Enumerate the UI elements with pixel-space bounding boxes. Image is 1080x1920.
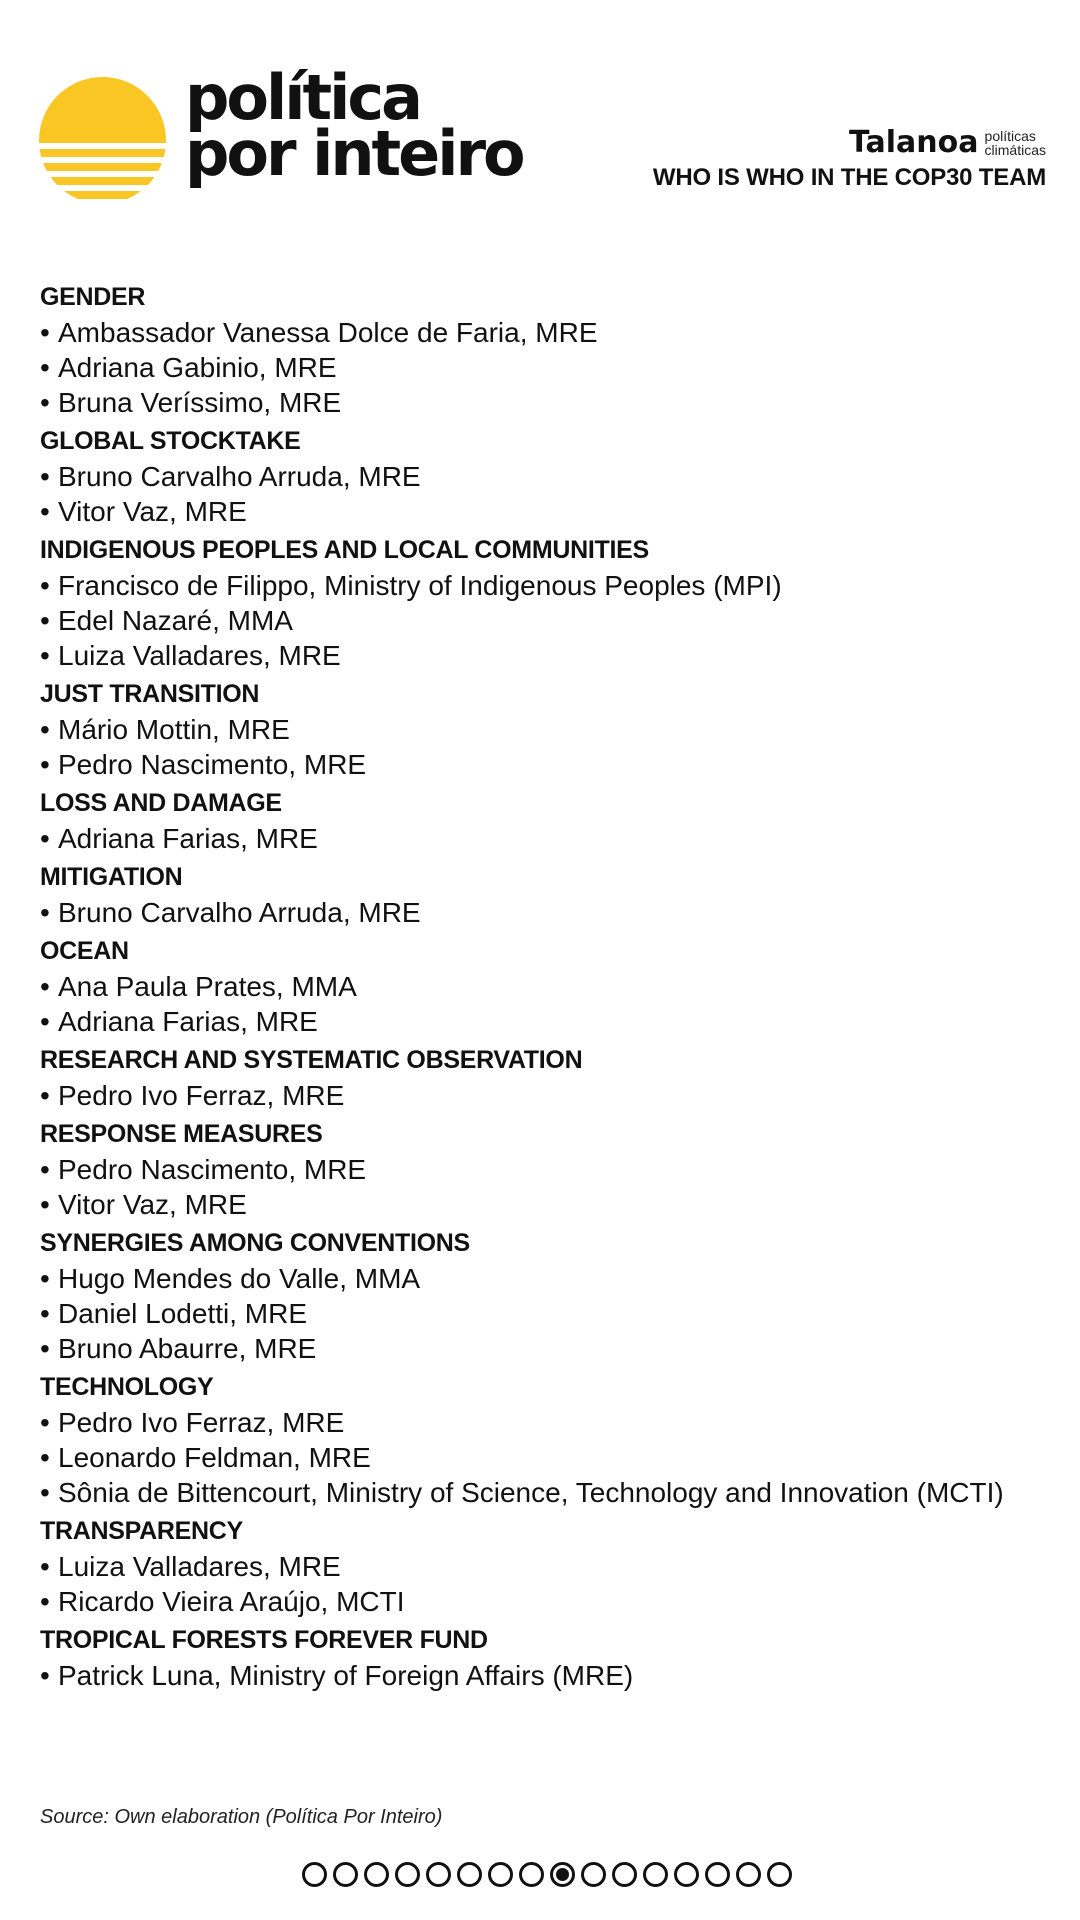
carousel-pager xyxy=(302,1862,792,1887)
section-title: RESEARCH AND SYSTEMATIC OBSERVATION xyxy=(40,1046,583,1074)
bullet-icon: • xyxy=(40,640,50,671)
pager-dot[interactable] xyxy=(302,1862,327,1887)
member-name: Bruno Abaurre, MRE xyxy=(58,1333,317,1364)
sun-logo-icon xyxy=(39,77,166,204)
member-name: Adriana Farias, MRE xyxy=(58,823,318,854)
pager-dot[interactable] xyxy=(364,1862,389,1887)
talanoa-subtitle xyxy=(985,129,1046,157)
member-item xyxy=(40,1549,1060,1584)
team-section xyxy=(40,279,1060,420)
member-name: Bruno Carvalho Arruda, MRE xyxy=(58,461,421,492)
source-note: Source: Own elaboration (Política Por Inteiro) xyxy=(40,1806,443,1828)
section-title: JUST TRANSITION xyxy=(40,680,260,708)
pager-dot[interactable] xyxy=(581,1862,606,1887)
section-title: TECHNOLOGY xyxy=(40,1373,214,1401)
pager-dot-active[interactable] xyxy=(550,1862,575,1887)
bullet-icon: • xyxy=(40,749,50,780)
bullet-icon: • xyxy=(40,1442,50,1473)
pager-dot-fill xyxy=(556,1868,569,1881)
section-title: TROPICAL FORESTS FOREVER FUND xyxy=(40,1626,488,1654)
member-name: Luiza Valladares, MRE xyxy=(58,640,341,671)
talanoa-sub-line1: políticas xyxy=(984,128,1036,144)
member-name: Pedro Ivo Ferraz, MRE xyxy=(58,1407,345,1438)
member-item xyxy=(40,1405,1060,1440)
bullet-icon: • xyxy=(40,1298,50,1329)
bullet-icon: • xyxy=(40,1586,50,1617)
member-item xyxy=(40,385,1060,420)
page-subtitle: WHO IS WHO IN THE COP30 TEAM xyxy=(652,164,1046,191)
member-name: Patrick Luna, Ministry of Foreign Affairs (MRE) xyxy=(58,1660,634,1691)
bullet-icon: • xyxy=(40,1551,50,1582)
member-item xyxy=(40,459,1060,494)
bullet-icon: • xyxy=(40,461,50,492)
pager-dot[interactable] xyxy=(488,1862,513,1887)
bullet-icon: • xyxy=(40,496,50,527)
pager-dot[interactable] xyxy=(643,1862,668,1887)
member-item xyxy=(40,1261,1060,1296)
bullet-icon: • xyxy=(40,605,50,636)
pager-dot[interactable] xyxy=(333,1862,358,1887)
member-item xyxy=(40,638,1060,673)
talanoa-sub-line2: climáticas xyxy=(984,142,1046,158)
member-name: Vitor Vaz, MRE xyxy=(58,496,247,527)
member-item xyxy=(40,1296,1060,1331)
member-name: Adriana Gabinio, MRE xyxy=(58,352,337,383)
brand-title-line1: política xyxy=(185,61,420,134)
member-item xyxy=(40,1584,1060,1619)
section-title: GLOBAL STOCKTAKE xyxy=(40,427,301,455)
member-name: Adriana Farias, MRE xyxy=(58,1006,318,1037)
member-name: Pedro Nascimento, MRE xyxy=(58,1154,367,1185)
member-item xyxy=(40,1004,1060,1039)
bullet-icon: • xyxy=(40,1189,50,1220)
member-name: Bruna Veríssimo, MRE xyxy=(58,387,342,418)
bullet-icon: • xyxy=(40,823,50,854)
team-section xyxy=(40,1042,1060,1113)
member-item xyxy=(40,895,1060,930)
pager-dot[interactable] xyxy=(767,1862,792,1887)
bullet-icon: • xyxy=(40,1006,50,1037)
bullet-icon: • xyxy=(40,1263,50,1294)
section-title: TRANSPARENCY xyxy=(40,1517,243,1545)
team-section xyxy=(40,859,1060,930)
bullet-icon: • xyxy=(40,387,50,418)
bullet-icon: • xyxy=(40,570,50,601)
section-title: MITIGATION xyxy=(40,863,183,891)
pager-dot[interactable] xyxy=(674,1862,699,1887)
team-section xyxy=(40,1622,1060,1693)
member-name: Ricardo Vieira Araújo, MCTI xyxy=(58,1586,405,1617)
pager-dot[interactable] xyxy=(612,1862,637,1887)
pager-dot[interactable] xyxy=(457,1862,482,1887)
member-name: Pedro Ivo Ferraz, MRE xyxy=(58,1080,345,1111)
pager-dot[interactable] xyxy=(705,1862,730,1887)
team-section xyxy=(40,676,1060,782)
member-item xyxy=(40,603,1060,638)
member-name: Edel Nazaré, MMA xyxy=(58,605,293,636)
section-title: SYNERGIES AMONG CONVENTIONS xyxy=(40,1229,470,1257)
pager-dot[interactable] xyxy=(395,1862,420,1887)
member-name: Pedro Nascimento, MRE xyxy=(58,749,367,780)
bullet-icon: • xyxy=(40,352,50,383)
member-item xyxy=(40,1475,1060,1510)
member-name: Bruno Carvalho Arruda, MRE xyxy=(58,897,421,928)
section-title: GENDER xyxy=(40,283,146,311)
member-name: Leonardo Feldman, MRE xyxy=(58,1442,371,1473)
member-item xyxy=(40,712,1060,747)
brand-title-line2: por inteiro xyxy=(185,117,523,190)
talanoa-logo xyxy=(653,125,1046,160)
section-title: OCEAN xyxy=(40,937,129,965)
member-item xyxy=(40,1152,1060,1187)
member-item xyxy=(40,1440,1060,1475)
team-section xyxy=(40,785,1060,856)
member-item xyxy=(40,821,1060,856)
talanoa-wordmark: Talanoa xyxy=(848,125,979,160)
pager-dot[interactable] xyxy=(519,1862,544,1887)
member-name: Ana Paula Prates, MMA xyxy=(58,971,357,1002)
member-item xyxy=(40,1331,1060,1366)
bullet-icon: • xyxy=(40,317,50,348)
team-section xyxy=(40,532,1060,673)
member-name: Sônia de Bittencourt, Ministry of Science, Technology and Innovation (MCTI) xyxy=(58,1477,1004,1508)
bullet-icon: • xyxy=(40,714,50,745)
bullet-icon: • xyxy=(40,1080,50,1111)
team-section xyxy=(40,933,1060,1039)
bullet-icon: • xyxy=(40,971,50,1002)
bullet-icon: • xyxy=(40,1477,50,1508)
member-item xyxy=(40,494,1060,529)
team-section xyxy=(40,1513,1060,1619)
member-name: Daniel Lodetti, MRE xyxy=(58,1298,308,1329)
member-item xyxy=(40,1078,1060,1113)
member-item xyxy=(40,315,1060,350)
bullet-icon: • xyxy=(40,1154,50,1185)
member-name: Ambassador Vanessa Dolce de Faria, MRE xyxy=(58,317,598,348)
member-item xyxy=(40,1658,1060,1693)
pager-dot[interactable] xyxy=(426,1862,451,1887)
member-name: Mário Mottin, MRE xyxy=(58,714,290,745)
member-name: Francisco de Filippo, Ministry of Indigenous Peoples (MPI) xyxy=(58,570,782,601)
member-item xyxy=(40,568,1060,603)
section-title: INDIGENOUS PEOPLES AND LOCAL COMMUNITIES xyxy=(40,536,649,564)
pager-dot[interactable] xyxy=(736,1862,761,1887)
team-section xyxy=(40,1116,1060,1222)
member-name: Luiza Valladares, MRE xyxy=(58,1551,341,1582)
team-section xyxy=(40,1369,1060,1510)
team-section xyxy=(40,423,1060,529)
member-item xyxy=(40,747,1060,782)
bullet-icon: • xyxy=(40,1660,50,1691)
partner-header xyxy=(652,125,1046,192)
header xyxy=(0,0,1080,230)
section-title: RESPONSE MEASURES xyxy=(40,1120,323,1148)
team-section xyxy=(40,1225,1060,1366)
bullet-icon: • xyxy=(40,897,50,928)
bullet-icon: • xyxy=(40,1407,50,1438)
bullet-icon: • xyxy=(40,1333,50,1364)
brand-title xyxy=(185,61,523,190)
member-item xyxy=(40,350,1060,385)
team-list xyxy=(40,279,1060,1693)
member-name: Hugo Mendes do Valle, MMA xyxy=(58,1263,421,1294)
member-item xyxy=(40,969,1060,1004)
member-item xyxy=(40,1187,1060,1222)
section-title: LOSS AND DAMAGE xyxy=(40,789,282,817)
member-name: Vitor Vaz, MRE xyxy=(58,1189,247,1220)
